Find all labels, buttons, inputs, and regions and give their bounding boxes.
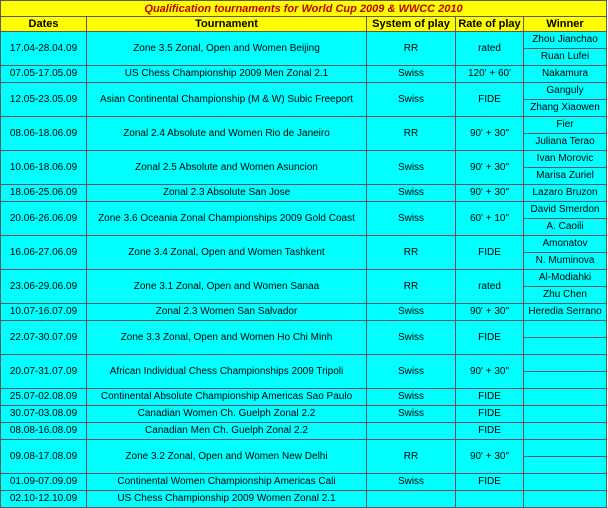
winner-cell: Al-Modiahki bbox=[524, 270, 607, 287]
winner-cell: Amonatov bbox=[524, 236, 607, 253]
rate-cell: 90' + 30" bbox=[456, 185, 524, 202]
tournament-cell: Continental Women Championship Americas Cali bbox=[87, 474, 367, 491]
rate-cell: FIDE bbox=[456, 423, 524, 440]
tournament-cell: Zone 3.2 Zonal, Open and Women New Delhi bbox=[87, 440, 367, 474]
tournament-cell: Zone 3.3 Zonal, Open and Women Ho Chi Minh bbox=[87, 321, 367, 355]
dates-cell: 20.06-26.06.09 bbox=[1, 202, 87, 236]
table-row bbox=[1, 202, 607, 219]
tournament-cell: Zone 3.1 Zonal, Open and Women Sanaa bbox=[87, 270, 367, 304]
dates-cell: 30.07-03.08.09 bbox=[1, 406, 87, 423]
rate-cell: 90' + 30" bbox=[456, 304, 524, 321]
table-row bbox=[1, 66, 607, 83]
winner-cell bbox=[524, 423, 607, 440]
system-cell: Swiss bbox=[367, 355, 456, 389]
tournament-cell: African Individual Chess Championships 2009 Tripoli bbox=[87, 355, 367, 389]
rate-cell: 120' + 60' bbox=[456, 66, 524, 83]
winner-cell: Nakamura bbox=[524, 66, 607, 83]
tournament-cell: US Chess Championship 2009 Women Zonal 2.1 bbox=[87, 491, 367, 508]
dates-cell: 07.05-17.05.09 bbox=[1, 66, 87, 83]
table-row bbox=[1, 389, 607, 406]
winner-cell bbox=[524, 474, 607, 491]
tournament-cell: Continental Absolute Championship Americas Sao Paulo bbox=[87, 389, 367, 406]
system-cell: Swiss bbox=[367, 151, 456, 185]
dates-cell: 09.08-17.08.09 bbox=[1, 440, 87, 474]
winner-cell: Zhu Chen bbox=[524, 287, 607, 304]
winner-cell: Fier bbox=[524, 117, 607, 134]
system-cell: Swiss bbox=[367, 202, 456, 236]
dates-cell: 17.04-28.04.09 bbox=[1, 32, 87, 66]
header-rate: Rate of play bbox=[456, 17, 524, 32]
dates-cell: 10.07-16.07.09 bbox=[1, 304, 87, 321]
winner-cell: Marisa Zuriel bbox=[524, 168, 607, 185]
table-row bbox=[1, 236, 607, 253]
winner-cell: Lazaro Bruzon bbox=[524, 185, 607, 202]
tournament-cell: Zonal 2.3 Absolute San Jose bbox=[87, 185, 367, 202]
winner-cell bbox=[524, 372, 607, 389]
system-cell: Swiss bbox=[367, 304, 456, 321]
system-cell: RR bbox=[367, 440, 456, 474]
table-row bbox=[1, 185, 607, 202]
winner-cell: Ivan Morovic bbox=[524, 151, 607, 168]
rate-cell: 90' + 30" bbox=[456, 355, 524, 389]
dates-cell: 08.06-18.06.09 bbox=[1, 117, 87, 151]
dates-cell: 10.06-18.06.09 bbox=[1, 151, 87, 185]
winner-cell: A. Caoili bbox=[524, 219, 607, 236]
rate-cell: FIDE bbox=[456, 406, 524, 423]
winner-cell: Zhang Xiaowen bbox=[524, 100, 607, 117]
rate-cell: rated bbox=[456, 32, 524, 66]
tournament-cell: Asian Continental Championship (M & W) Subic Freeport bbox=[87, 83, 367, 117]
winner-cell bbox=[524, 321, 607, 338]
dates-cell: 12.05-23.05.09 bbox=[1, 83, 87, 117]
system-cell bbox=[367, 423, 456, 440]
table-row bbox=[1, 83, 607, 100]
rate-cell: FIDE bbox=[456, 389, 524, 406]
winner-cell bbox=[524, 406, 607, 423]
rate-cell: 90' + 30" bbox=[456, 440, 524, 474]
table-title: Qualification tournaments for World Cup 2009 & WWCC 2010 bbox=[1, 1, 607, 17]
system-cell: RR bbox=[367, 270, 456, 304]
table-row bbox=[1, 406, 607, 423]
winner-cell: N. Muminova bbox=[524, 253, 607, 270]
table-row bbox=[1, 355, 607, 372]
winner-cell bbox=[524, 338, 607, 355]
dates-cell: 02.10-12.10.09 bbox=[1, 491, 87, 508]
rate-cell: FIDE bbox=[456, 83, 524, 117]
tournament-cell: Zonal 2.5 Absolute and Women Asuncion bbox=[87, 151, 367, 185]
tournament-cell: Zonal 2.4 Absolute and Women Rio de Janeiro bbox=[87, 117, 367, 151]
tournament-cell: Zone 3.4 Zonal, Open and Women Tashkent bbox=[87, 236, 367, 270]
system-cell: Swiss bbox=[367, 185, 456, 202]
winner-cell: Heredia Serrano bbox=[524, 304, 607, 321]
rate-cell: FIDE bbox=[456, 236, 524, 270]
winner-cell: Juliana Terao bbox=[524, 134, 607, 151]
dates-cell: 23.06-29.06.09 bbox=[1, 270, 87, 304]
rate-cell: 90' + 30" bbox=[456, 151, 524, 185]
winner-cell bbox=[524, 491, 607, 508]
dates-cell: 18.06-25.06.09 bbox=[1, 185, 87, 202]
system-cell: Swiss bbox=[367, 66, 456, 83]
tournament-cell: Zone 3.6 Oceania Zonal Championships 2009 Gold Coast bbox=[87, 202, 367, 236]
table-row bbox=[1, 304, 607, 321]
header-tournament: Tournament bbox=[87, 17, 367, 32]
table-row bbox=[1, 117, 607, 134]
winner-cell: David Smerdon bbox=[524, 202, 607, 219]
dates-cell: 16.06-27.06.09 bbox=[1, 236, 87, 270]
system-cell: RR bbox=[367, 32, 456, 66]
header-dates: Dates bbox=[1, 17, 87, 32]
rate-cell: FIDE bbox=[456, 474, 524, 491]
system-cell: RR bbox=[367, 236, 456, 270]
system-cell bbox=[367, 491, 456, 508]
table-row bbox=[1, 321, 607, 338]
rate-cell bbox=[456, 491, 524, 508]
dates-cell: 22.07-30.07.09 bbox=[1, 321, 87, 355]
rate-cell: FIDE bbox=[456, 321, 524, 355]
header-winner: Winner bbox=[524, 17, 607, 32]
winner-cell: Zhou Jianchao bbox=[524, 32, 607, 49]
rate-cell: rated bbox=[456, 270, 524, 304]
table-row bbox=[1, 474, 607, 491]
winner-cell: Ganguly bbox=[524, 83, 607, 100]
winner-cell bbox=[524, 457, 607, 474]
system-cell: Swiss bbox=[367, 406, 456, 423]
table-row bbox=[1, 32, 607, 49]
header-system: System of play bbox=[367, 17, 456, 32]
table-row bbox=[1, 423, 607, 440]
system-cell: Swiss bbox=[367, 83, 456, 117]
system-cell: Swiss bbox=[367, 321, 456, 355]
table-row bbox=[1, 491, 607, 508]
rate-cell: 90' + 30" bbox=[456, 117, 524, 151]
table-body bbox=[1, 32, 607, 508]
winner-cell bbox=[524, 355, 607, 372]
tournament-cell: Canadian Men Ch. Guelph Zonal 2.2 bbox=[87, 423, 367, 440]
winner-cell bbox=[524, 440, 607, 457]
dates-cell: 25.07-02.08.09 bbox=[1, 389, 87, 406]
winner-cell bbox=[524, 389, 607, 406]
tournament-cell: Canadian Women Ch. Guelph Zonal 2.2 bbox=[87, 406, 367, 423]
tournament-cell: Zone 3.5 Zonal, Open and Women Beijing bbox=[87, 32, 367, 66]
dates-cell: 20.07-31.07.09 bbox=[1, 355, 87, 389]
system-cell: Swiss bbox=[367, 474, 456, 491]
table-row bbox=[1, 151, 607, 168]
system-cell: Swiss bbox=[367, 389, 456, 406]
dates-cell: 08.08-16.08.09 bbox=[1, 423, 87, 440]
table-row bbox=[1, 440, 607, 457]
tournament-cell: Zonal 2.3 Women San Salvador bbox=[87, 304, 367, 321]
dates-cell: 01.09-07.09.09 bbox=[1, 474, 87, 491]
tournament-cell: US Chess Championship 2009 Men Zonal 2.1 bbox=[87, 66, 367, 83]
rate-cell: 60' + 10" bbox=[456, 202, 524, 236]
system-cell: RR bbox=[367, 117, 456, 151]
table-row bbox=[1, 270, 607, 287]
winner-cell: Ruan Lufei bbox=[524, 49, 607, 66]
